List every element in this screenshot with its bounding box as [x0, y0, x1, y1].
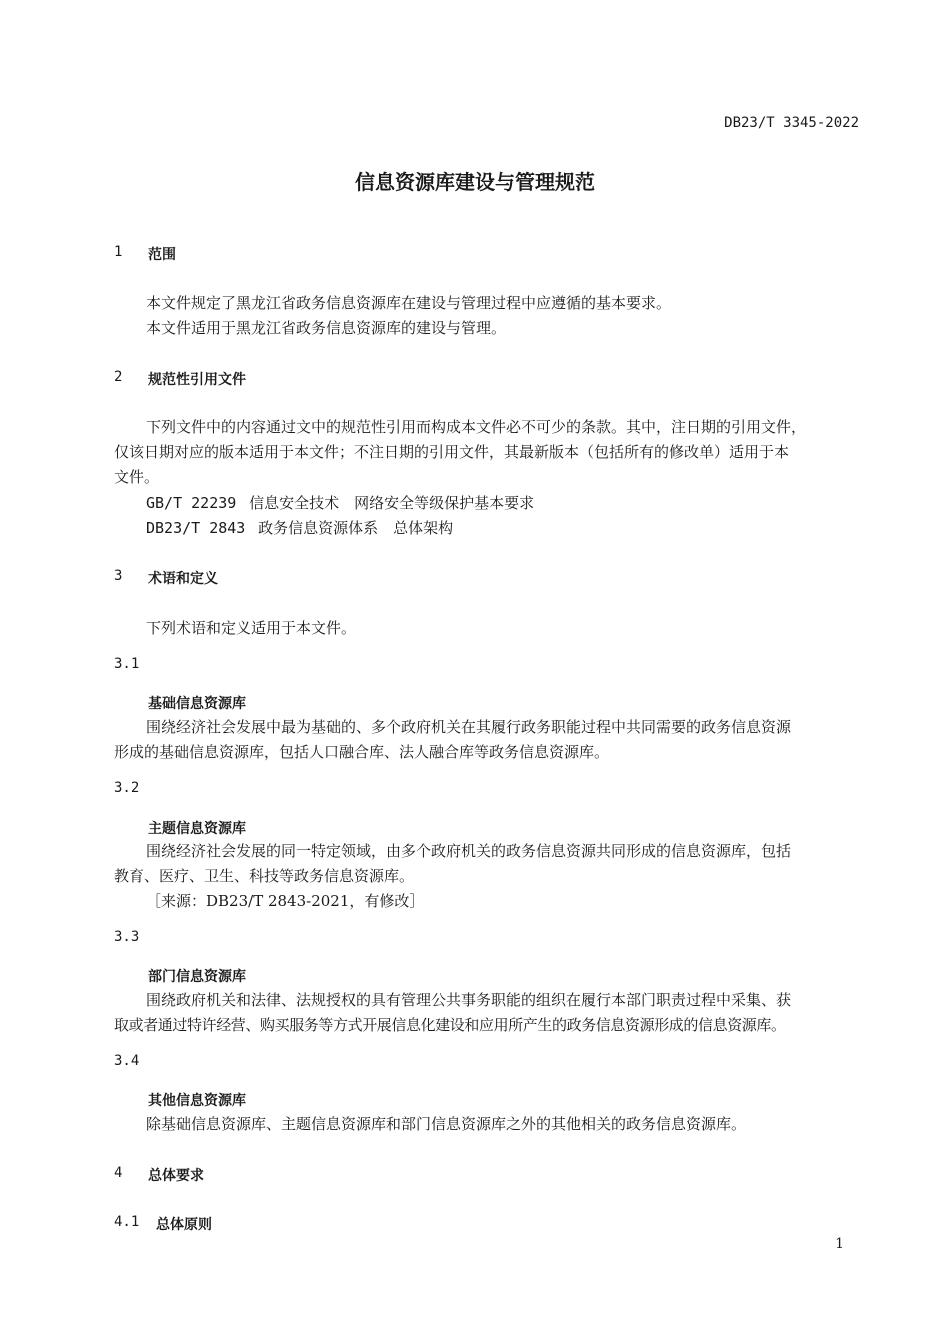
- term-3-4-definition-line-1: 除基础信息资源库、主题信息资源库和部门信息资源库之外的其他相关的政务信息资源库。: [146, 1115, 747, 1133]
- section-1-paragraph-2: 本文件适用于黑龙江省政务信息资源库的建设与管理。: [146, 319, 507, 337]
- term-3-3-definition-line-2: 取或者通过特许经营、购买服务等方式开展信息化建设和应用所产生的政务信息资源形成的信息资源库。: [114, 1016, 786, 1034]
- term-3-2-name: 主题信息资源库: [148, 821, 246, 837]
- term-3-1-number: 3.1: [114, 656, 140, 672]
- term-3-1-name: 基础信息资源库: [148, 696, 246, 712]
- section-2-paragraph-line-1: 下列文件中的内容通过文中的规范性引用而构成本文件必不可少的条款。其中，注日期的引用文件，: [146, 418, 807, 436]
- term-3-4-name: 其他信息资源库: [148, 1093, 246, 1109]
- subsection-4-1-number: 4.1: [114, 1214, 140, 1230]
- reference-item-1: [146, 492, 534, 513]
- reference-code: DB23/T 2843: [146, 519, 246, 537]
- term-3-2-definition-line-1: 围绕经济社会发展的同一特定领域，由多个政府机关的政务信息资源共同形成的信息资源库，包括: [146, 842, 792, 860]
- subsection-4-1-heading: 总体原则: [156, 1217, 212, 1233]
- reference-item-2: [146, 517, 453, 538]
- term-3-3-definition-line-1: 围绕政府机关和法律、法规授权的具有管理公共事务职能的组织在履行本部门职责过程中采集、获: [146, 991, 792, 1009]
- section-2-paragraph-line-3: 文件。: [114, 468, 160, 486]
- term-3-1-definition-line-1: 围绕经济社会发展中最为基础的、多个政府机关在其履行政务职能过程中共同需要的政务信息资源: [146, 718, 792, 736]
- reference-title: 信息安全技术 网络安全等级保护基本要求: [249, 494, 535, 512]
- reference-title: 政务信息资源体系 总体架构: [258, 519, 454, 537]
- section-3-number: 3: [114, 568, 123, 584]
- section-2-paragraph-line-2: 仅该日期对应的版本适用于本文件；不注日期的引用文件，其最新版本（包括所有的修改单）适用于本: [114, 443, 790, 461]
- section-2-heading: 规范性引用文件: [148, 372, 246, 388]
- section-3-heading: 术语和定义: [148, 571, 218, 587]
- section-1-number: 1: [114, 244, 123, 260]
- page-number: 1: [835, 1236, 844, 1252]
- section-4-number: 4: [114, 1165, 123, 1181]
- term-3-3-number: 3.3: [114, 929, 140, 945]
- term-3-2-source: ［来源：DB23/T 2843-2021，有修改］: [146, 892, 425, 910]
- term-3-2-number: 3.2: [114, 780, 140, 796]
- reference-code: GB/T 22239: [146, 494, 237, 512]
- section-1-heading: 范围: [148, 247, 176, 263]
- term-3-4-number: 3.4: [114, 1053, 140, 1069]
- term-3-3-name: 部门信息资源库: [148, 969, 246, 985]
- page-title: 信息资源库建设与管理规范: [355, 170, 595, 194]
- section-1-paragraph-1: 本文件规定了黑龙江省政务信息资源库在建设与管理过程中应遵循的基本要求。: [146, 294, 672, 312]
- section-3-intro: 下列术语和定义适用于本文件。: [146, 619, 357, 637]
- standard-code: DB23/T 3345-2022: [724, 115, 859, 131]
- section-4-heading: 总体要求: [148, 1168, 204, 1184]
- term-3-1-definition-line-2: 形成的基础信息资源库，包括人口融合库、法人融合库等政务信息资源库。: [114, 743, 610, 761]
- term-3-2-definition-line-2: 教育、医疗、卫生、科技等政务信息资源库。: [114, 867, 415, 885]
- section-2-number: 2: [114, 369, 123, 385]
